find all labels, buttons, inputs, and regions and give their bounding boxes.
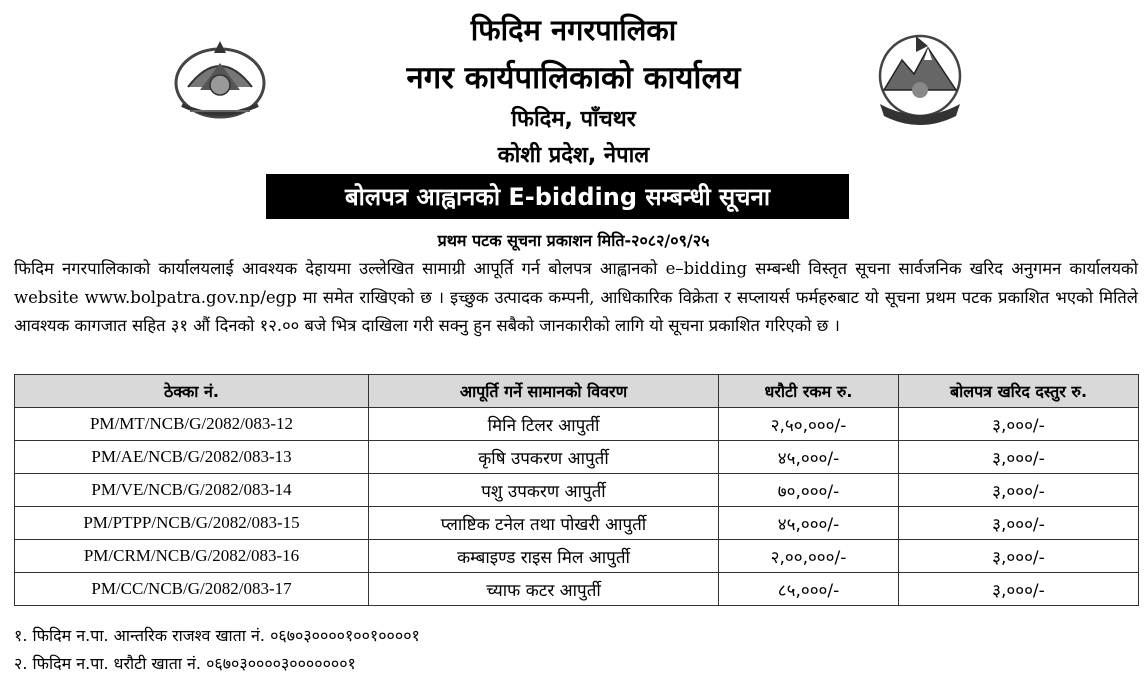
bid-fee: ३,०००/-: [899, 540, 1139, 573]
contract-number: PM/PTPP/NCB/G/2082/083-15: [15, 507, 369, 540]
table-row: [15, 441, 1139, 474]
bid-fee: ३,०००/-: [899, 507, 1139, 540]
item-description: कृषि उपकरण आपुर्ती: [369, 441, 719, 474]
municipality-name: फिदिम नगरपालिका: [470, 13, 677, 47]
column-header-contract-no: ठेक्का नं.: [15, 375, 369, 408]
contract-number: PM/CC/NCB/G/2082/083-17: [15, 573, 369, 606]
office-name: नगर कार्यपालिकाको कार्यालय: [406, 60, 741, 96]
deposit-amount: २,५०,०००/-: [719, 408, 899, 441]
deposit-amount: ४५,०००/-: [719, 441, 899, 474]
table-row: [15, 408, 1139, 441]
item-description: पशु उपकरण आपुर्ती: [369, 474, 719, 507]
notice-title-bar: [266, 174, 849, 219]
province-country: कोशी प्रदेश, नेपाल: [497, 143, 650, 168]
publication-date: प्रथम पटक सूचना प्रकाशन मिति-२०८२/०९/२५: [437, 231, 710, 250]
column-header-description: आपूर्ति गर्ने सामानको विवरण: [369, 375, 719, 408]
deposit-amount: ८५,०००/-: [719, 573, 899, 606]
table-row: [15, 573, 1139, 606]
table-header-row: [15, 375, 1139, 408]
bid-table: [14, 374, 1139, 606]
table-row: [15, 507, 1139, 540]
contract-number: PM/MT/NCB/G/2082/083-12: [15, 408, 369, 441]
item-description: कम्बाइण्ड राइस मिल आपुर्ती: [369, 540, 719, 573]
deposit-amount: ७०,०००/-: [719, 474, 899, 507]
deposit-account-line: २. फिदिम न.पा. धरौटी खाता नं. ०६७०३००००३०००००००१: [14, 654, 356, 673]
deposit-amount: ४५,०००/-: [719, 507, 899, 540]
table-row: [15, 540, 1139, 573]
revenue-account-line: १. फिदिम न.पा. आन्तरिक राजश्व खाता नं. ०६७०३००००१००१००००१: [14, 626, 420, 645]
bid-fee: ३,०००/-: [899, 408, 1139, 441]
bid-fee: ३,०००/-: [899, 474, 1139, 507]
notice-paragraph: फिदिम नगरपालिकाको कार्यालयलाई आवश्यक देहायमा उल्लेखित सामाग्री आपूर्ति गर्न बोलपत्र आह्वानको e–bidding सम्बन्धी विस्तृत सूचना सार्वजनिक खरिद अनुगमन कार्यालयको website www.bolpatra.gov.np/egp मा समेत राखिएको छ । इच्छुक उत्पादक कम्पनी, आधिकारिक विक्रेता र सप्लायर्स फर्महरुबाट यो सूचना प्रथम पटक प्रकाशित भएको मितिले आवश्यक कागजात सहित ३१ औं दिनको १२.०० बजे भित्र दाखिला गरी सक्नु हुन सबैको जानकारीको लागि यो सूचना प्रकाशित गरिएको छ ।: [14, 259, 1138, 335]
table-row: [15, 474, 1139, 507]
bid-fee: ३,०००/-: [899, 573, 1139, 606]
contract-number: PM/CRM/NCB/G/2082/083-16: [15, 540, 369, 573]
column-header-deposit: धरौटी रकम रु.: [719, 375, 899, 408]
bid-fee: ३,०००/-: [899, 441, 1139, 474]
item-description: च्याफ कटर आपुर्ती: [369, 573, 719, 606]
item-description: मिनि टिलर आपुर्ती: [369, 408, 719, 441]
notice-title: बोलपत्र आह्वानको E-bidding सम्बन्धी सूचना: [344, 183, 771, 211]
deposit-amount: २,००,०००/-: [719, 540, 899, 573]
item-description: प्लाष्टिक टनेल तथा पोखरी आपुर्ती: [369, 507, 719, 540]
contract-number: PM/AE/NCB/G/2082/083-13: [15, 441, 369, 474]
column-header-bid-fee: बोलपत्र खरिद दस्तुर रु.: [899, 375, 1139, 408]
office-location: फिदिम, पाँचथर: [511, 107, 636, 132]
letterhead: [0, 0, 1147, 170]
contract-number: PM/VE/NCB/G/2082/083-14: [15, 474, 369, 507]
